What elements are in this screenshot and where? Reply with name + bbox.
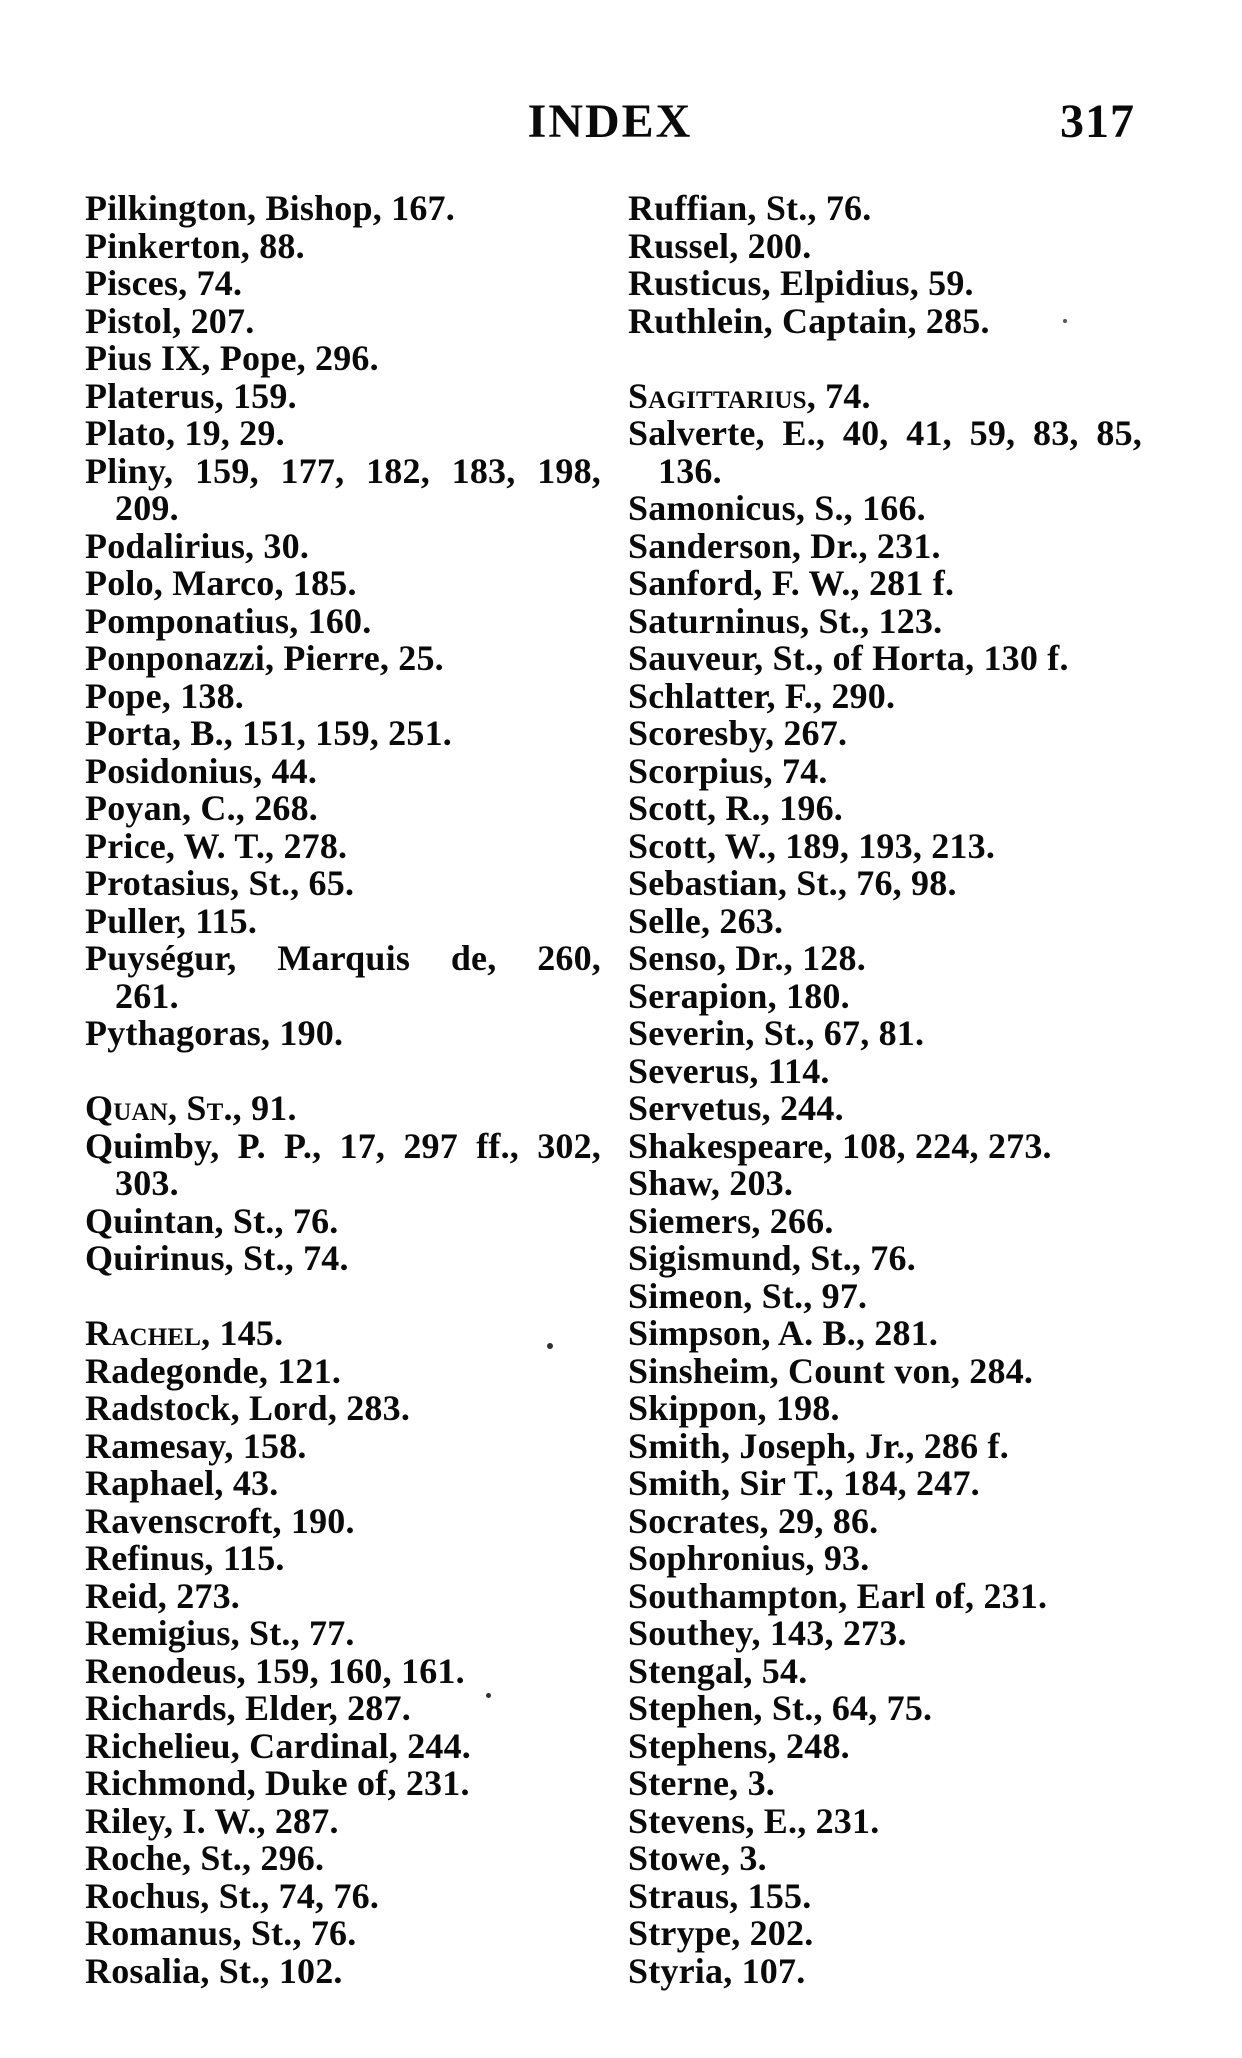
index-entry-line: Salverte, E., 40, 41, 59, 83, 85, [628, 413, 1142, 453]
index-entry-line: Radstock, Lord, 283. [85, 1388, 411, 1428]
index-entry [85, 225, 601, 266]
index-entry-line: Straus, 155. [628, 1875, 812, 1916]
index-entry [85, 900, 601, 941]
index-entry-line: Stengal, 54. [628, 1650, 808, 1691]
index-column-right [628, 190, 1142, 1990]
index-entry [85, 1240, 601, 1278]
index-entry [628, 900, 1142, 941]
index-section [628, 190, 1142, 340]
index-entry [628, 975, 1142, 1016]
index-entry [85, 600, 601, 641]
index-entry-line: Sigismund, St., 76. [628, 1238, 916, 1278]
index-entry-line: Price, W. T., 278. [85, 825, 348, 866]
index-entry [628, 1275, 1142, 1316]
index-entry-line: Ruffian, St., 76. [628, 188, 872, 228]
index-entry-line: Richelieu, Cardinal, 244. [85, 1725, 472, 1766]
index-entry [85, 1315, 601, 1353]
ink-speck [486, 1693, 491, 1698]
index-entry [628, 375, 1142, 416]
index-entry-line: Platerus, 159. [85, 375, 297, 416]
index-entry [628, 1840, 1142, 1878]
index-entry [85, 1200, 601, 1241]
index-entry-line: Senso, Dr., 128. [628, 938, 866, 978]
index-entry [85, 1800, 601, 1841]
index-entry [85, 450, 601, 528]
index-section [85, 1090, 601, 1278]
index-entry [85, 1350, 601, 1391]
index-entry [628, 1425, 1142, 1466]
index-entry [85, 1915, 601, 1953]
index-entry-line: Pinkerton, 88. [85, 225, 305, 266]
index-entry-line: Reid, 273. [85, 1575, 240, 1616]
index-entry [628, 1015, 1142, 1053]
index-entry-line: Quan, St., 91. [85, 1088, 297, 1128]
page-number: 317 [1060, 95, 1135, 148]
index-entry [85, 1875, 601, 1916]
index-entry-line: Sinsheim, Count von, 284. [628, 1350, 1034, 1391]
index-entry-line: Richmond, Duke of, 231. [85, 1763, 470, 1803]
index-entry [628, 1500, 1142, 1541]
index-entry-line: Puller, 115. [85, 900, 258, 941]
index-entry-line: Saturninus, St., 123. [628, 600, 943, 641]
index-entry [628, 1240, 1142, 1278]
index-entry-line: Roche, St., 296. [85, 1838, 325, 1878]
small-caps-name: Sagittarius [628, 375, 807, 416]
index-entry-line: Raphael, 43. [85, 1463, 279, 1503]
index-entry [85, 1500, 601, 1541]
index-section [85, 190, 601, 1053]
index-entry-line: Pomponatius, 160. [85, 600, 372, 641]
index-entry [628, 1165, 1142, 1203]
index-entry [628, 1575, 1142, 1616]
index-entry [85, 1425, 601, 1466]
index-entry [85, 300, 601, 341]
index-entry [628, 750, 1142, 791]
index-entry [628, 565, 1142, 603]
index-entry [628, 525, 1142, 566]
index-entry [628, 1615, 1142, 1653]
index-entry-line: Pius IX, Pope, 296. [85, 338, 379, 378]
index-entry [628, 1950, 1142, 1991]
index-entry-line: Puységur, Marquis de, 260, [85, 938, 601, 978]
index-entry [85, 865, 601, 903]
index-entry-line: Radegonde, 121. [85, 1350, 342, 1391]
index-entry [85, 1615, 601, 1653]
index-entry [628, 190, 1142, 228]
index-entry [85, 1725, 601, 1766]
index-entry-line: Shaw, 203. [628, 1163, 794, 1203]
index-entry [85, 1540, 601, 1578]
index-entry-line: Refinus, 115. [85, 1538, 285, 1578]
index-entry-line: Serapion, 180. [628, 975, 850, 1016]
index-entry [628, 1315, 1142, 1353]
index-entry-line: Servetus, 244. [628, 1088, 844, 1128]
index-entry [85, 750, 601, 791]
page-title: INDEX [527, 95, 693, 148]
index-entry-line: Samonicus, S., 166. [628, 488, 926, 528]
index-entry [85, 265, 601, 303]
index-entry [628, 1650, 1142, 1691]
index-entry [628, 1050, 1142, 1091]
index-entry [628, 1090, 1142, 1128]
index-entry [628, 1765, 1142, 1803]
index-entry-line: Skippon, 198. [628, 1388, 840, 1428]
index-entry [628, 1725, 1142, 1766]
index-entry [628, 225, 1142, 266]
index-entry [85, 1090, 601, 1128]
index-entry [628, 1350, 1142, 1391]
index-entry [85, 415, 601, 453]
index-entry-line: Richards, Elder, 287. [85, 1688, 411, 1728]
index-entry-line: Simpson, A. B., 281. [628, 1313, 939, 1353]
index-entry-line: Strype, 202. [628, 1913, 814, 1953]
index-entry [85, 565, 601, 603]
index-entry-line: Poyan, C., 268. [85, 788, 319, 828]
index-entry-line: Sagittarius, 74. [628, 375, 871, 416]
index-entry [85, 790, 601, 828]
index-entry-line: Pisces, 74. [85, 263, 243, 303]
index-entry-line: Ruthlein, Captain, 285. [628, 300, 990, 341]
index-entry [628, 825, 1142, 866]
ink-speck [547, 1343, 553, 1349]
index-section [85, 1315, 601, 1990]
index-entry-line: Ramesay, 158. [85, 1425, 307, 1466]
index-entry-line: Sebastian, St., 76, 98. [628, 863, 957, 903]
index-entry [628, 265, 1142, 303]
index-entry-line: Socrates, 29, 86. [628, 1500, 879, 1541]
index-entry-line: Stephen, St., 64, 75. [628, 1688, 933, 1728]
index-entry-line: Scoresby, 267. [628, 713, 848, 753]
index-entry-line: Styria, 107. [628, 1950, 806, 1991]
index-entry-line: Quimby, P. P., 17, 297 ff., 302, [85, 1125, 601, 1166]
index-entry [628, 1465, 1142, 1503]
index-entry-line: 303. [115, 1163, 179, 1203]
index-entry-line: Schlatter, F., 290. [628, 675, 896, 716]
index-entry [85, 1650, 601, 1691]
index-entry-line: Selle, 263. [628, 900, 784, 941]
index-entry-line: Romanus, St., 76. [85, 1913, 357, 1953]
index-entry-line: Shakespeare, 108, 224, 273. [628, 1125, 1052, 1166]
index-entry-line: Renodeus, 159, 160, 161. [85, 1650, 465, 1691]
index-entry-line: Rusticus, Elpidius, 59. [628, 263, 974, 303]
index-entry-line: Stowe, 3. [628, 1838, 767, 1878]
index-entry-line: Sanderson, Dr., 231. [628, 525, 941, 566]
index-entry [628, 1800, 1142, 1841]
index-entry-line: Protasius, St., 65. [85, 863, 355, 903]
index-entry [85, 675, 601, 716]
index-entry [628, 1200, 1142, 1241]
index-entry-line: Pythagoras, 190. [85, 1013, 344, 1053]
index-entry-line: Porta, B., 151, 159, 251. [85, 713, 452, 753]
index-entry-line: Scott, R., 196. [628, 788, 843, 828]
index-entry [85, 1840, 601, 1878]
index-entry-line: Pliny, 159, 177, 182, 183, 198, [85, 450, 601, 491]
index-entry [628, 1875, 1142, 1916]
index-entry [628, 675, 1142, 716]
index-entry-line: Severus, 114. [628, 1050, 830, 1091]
index-entry [628, 600, 1142, 641]
index-entry [85, 715, 601, 753]
index-entry [85, 640, 601, 678]
index-entry-line: Southey, 143, 273. [628, 1613, 907, 1653]
index-entry [628, 865, 1142, 903]
index-entry [85, 1765, 601, 1803]
index-entry-line: Sterne, 3. [628, 1763, 775, 1803]
index-entry [85, 1125, 601, 1203]
index-entry [628, 1125, 1142, 1166]
index-entry-line: Stephens, 248. [628, 1725, 850, 1766]
page-header [85, 94, 1135, 158]
index-entry-line: Riley, I. W., 287. [85, 1800, 339, 1841]
index-entry-line: Pope, 138. [85, 675, 244, 716]
index-entry-line: Ponponazzi, Pierre, 25. [85, 638, 444, 678]
index-entry-line: Posidonius, 44. [85, 750, 318, 791]
index-entry [85, 1950, 601, 1991]
index-entry-line: Ravenscroft, 190. [85, 1500, 355, 1541]
index-entry [85, 940, 601, 1015]
index-entry [85, 525, 601, 566]
index-entry [628, 1690, 1142, 1728]
index-entry-line: Siemers, 266. [628, 1200, 834, 1241]
index-entry-line: Scorpius, 74. [628, 750, 828, 791]
index-entry [628, 1915, 1142, 1953]
index-entry [85, 1465, 601, 1503]
index-entry [628, 1390, 1142, 1428]
index-entry [85, 1575, 601, 1616]
index-entry [628, 640, 1142, 678]
index-entry-line: Pilkington, Bishop, 167. [85, 188, 455, 228]
index-entry-line: Quintan, St., 76. [85, 1200, 339, 1241]
index-column-left [85, 190, 601, 1990]
index-entry [85, 825, 601, 866]
index-entry-line: 136. [658, 450, 722, 491]
index-entry [628, 715, 1142, 753]
index-entry [85, 190, 601, 228]
index-entry-line: Rachel, 145. [85, 1313, 284, 1353]
index-entry-line: 209. [115, 488, 179, 528]
index-entry-line: Rosalia, St., 102. [85, 1950, 343, 1991]
index-entry-line: 261. [115, 975, 179, 1016]
index-entry [628, 1540, 1142, 1578]
index-entry-line: Russel, 200. [628, 225, 812, 266]
index-entry [85, 375, 601, 416]
index-entry-line: Stevens, E., 231. [628, 1800, 880, 1841]
index-entry-line: Polo, Marco, 185. [85, 563, 357, 603]
index-entry [628, 790, 1142, 828]
index-entry-line: Sophronius, 93. [628, 1538, 870, 1578]
index-entry-line: Quirinus, St., 74. [85, 1238, 349, 1278]
index-entry-line: Severin, St., 67, 81. [628, 1013, 925, 1053]
index-entry-line: Podalirius, 30. [85, 525, 310, 566]
index-entry [628, 490, 1142, 528]
index-entry-line: Smith, Joseph, Jr., 286 f. [628, 1425, 1009, 1466]
index-entry [85, 1015, 601, 1053]
index-section [628, 375, 1142, 1991]
index-entry-line: Sauveur, St., of Horta, 130 f. [628, 638, 1069, 678]
index-entry-line: Remigius, St., 77. [85, 1613, 355, 1653]
index-entry [628, 415, 1142, 490]
small-caps-name: Quan, St. [85, 1088, 233, 1128]
index-entry-line: Rochus, St., 74, 76. [85, 1875, 380, 1916]
index-entry-line: Simeon, St., 97. [628, 1275, 868, 1316]
index-entry-line: Sanford, F. W., 281 f. [628, 563, 955, 603]
ink-speck [1063, 319, 1067, 323]
index-entry-line: Southampton, Earl of, 231. [628, 1575, 1048, 1616]
index-entry-line: Scott, W., 189, 193, 213. [628, 825, 996, 866]
index-entry [85, 340, 601, 378]
index-entry [85, 1690, 601, 1728]
index-entry-line: Smith, Sir T., 184, 247. [628, 1463, 980, 1503]
index-entry [628, 940, 1142, 978]
index-entry [85, 1390, 601, 1428]
index-entry-line: Plato, 19, 29. [85, 413, 285, 453]
small-caps-name: Rachel [85, 1313, 202, 1353]
index-entry-line: Pistol, 207. [85, 300, 255, 341]
